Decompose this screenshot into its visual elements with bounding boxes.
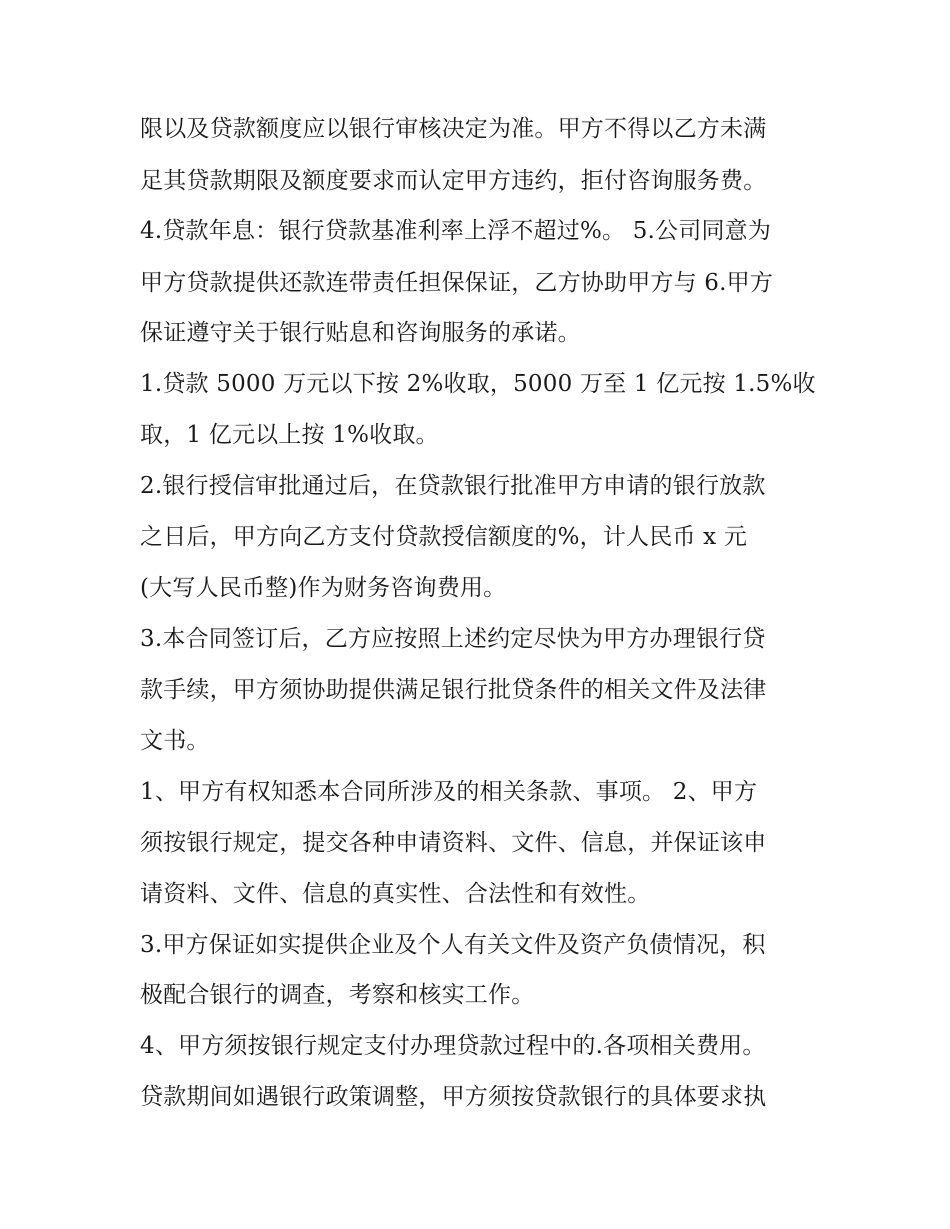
text-line: 贷款期间如遇银行政策调整，甲方须按贷款银行的具体要求执 — [140, 1084, 767, 1110]
text-line: 4、甲方须按银行规定支付办理贷款过程中的.各项相关费用。 — [140, 1033, 766, 1059]
text-line: 请资料、文件、信息的真实性、合法性和有效性。 — [140, 881, 651, 907]
text-line: (大写人民币整)作为财务咨询费用。 — [140, 575, 507, 601]
text-line: 足其贷款期限及额度要求而认定甲方违约，拒付咨询服务费。 — [140, 168, 767, 194]
text-line: 甲方贷款提供还款连带责任担保保证，乙方协助甲方与 6.甲方 — [140, 270, 774, 296]
text-line: 3.本合同签订后，乙方应按照上述约定尽快为甲方办理银行贷 — [140, 626, 766, 652]
text-line: 保证遵守关于银行贴息和咨询服务的承诺。 — [140, 320, 581, 346]
text-line: 4.贷款年息：银行贷款基准利率上浮不超过%。 5.公司同意为 — [140, 218, 772, 244]
text-line: 之日后，甲方向乙方支付贷款授信额度的%，计人民币 x 元 — [140, 524, 748, 550]
text-line: 极配合银行的调查，考察和核实工作。 — [140, 982, 535, 1008]
text-line: 2.银行授信审批通过后，在贷款银行批准甲方申请的银行放款 — [140, 473, 766, 499]
text-line: 3.甲方保证如实提供企业及个人有关文件及资产负债情况，积 — [140, 932, 766, 958]
text-line: 款手续，甲方须协助提供满足银行批贷条件的相关文件及法律 — [140, 677, 767, 703]
text-line: 1、甲方有权知悉本合同所涉及的相关条款、事项。 2、甲方 — [140, 779, 758, 805]
text-line: 取，1 亿元以上按 1%收取。 — [140, 422, 439, 448]
text-line: 1.贷款 5000 万元以下按 2%收取，5000 万至 1 亿元按 1.5%收 — [140, 371, 816, 397]
text-line: 文书。 — [140, 728, 210, 754]
text-line: 须按银行规定，提交各种申请资料、文件、信息，并保证该申 — [140, 830, 767, 856]
text-line: 限以及贷款额度应以银行审核决定为准。甲方不得以乙方未满 — [140, 116, 767, 142]
